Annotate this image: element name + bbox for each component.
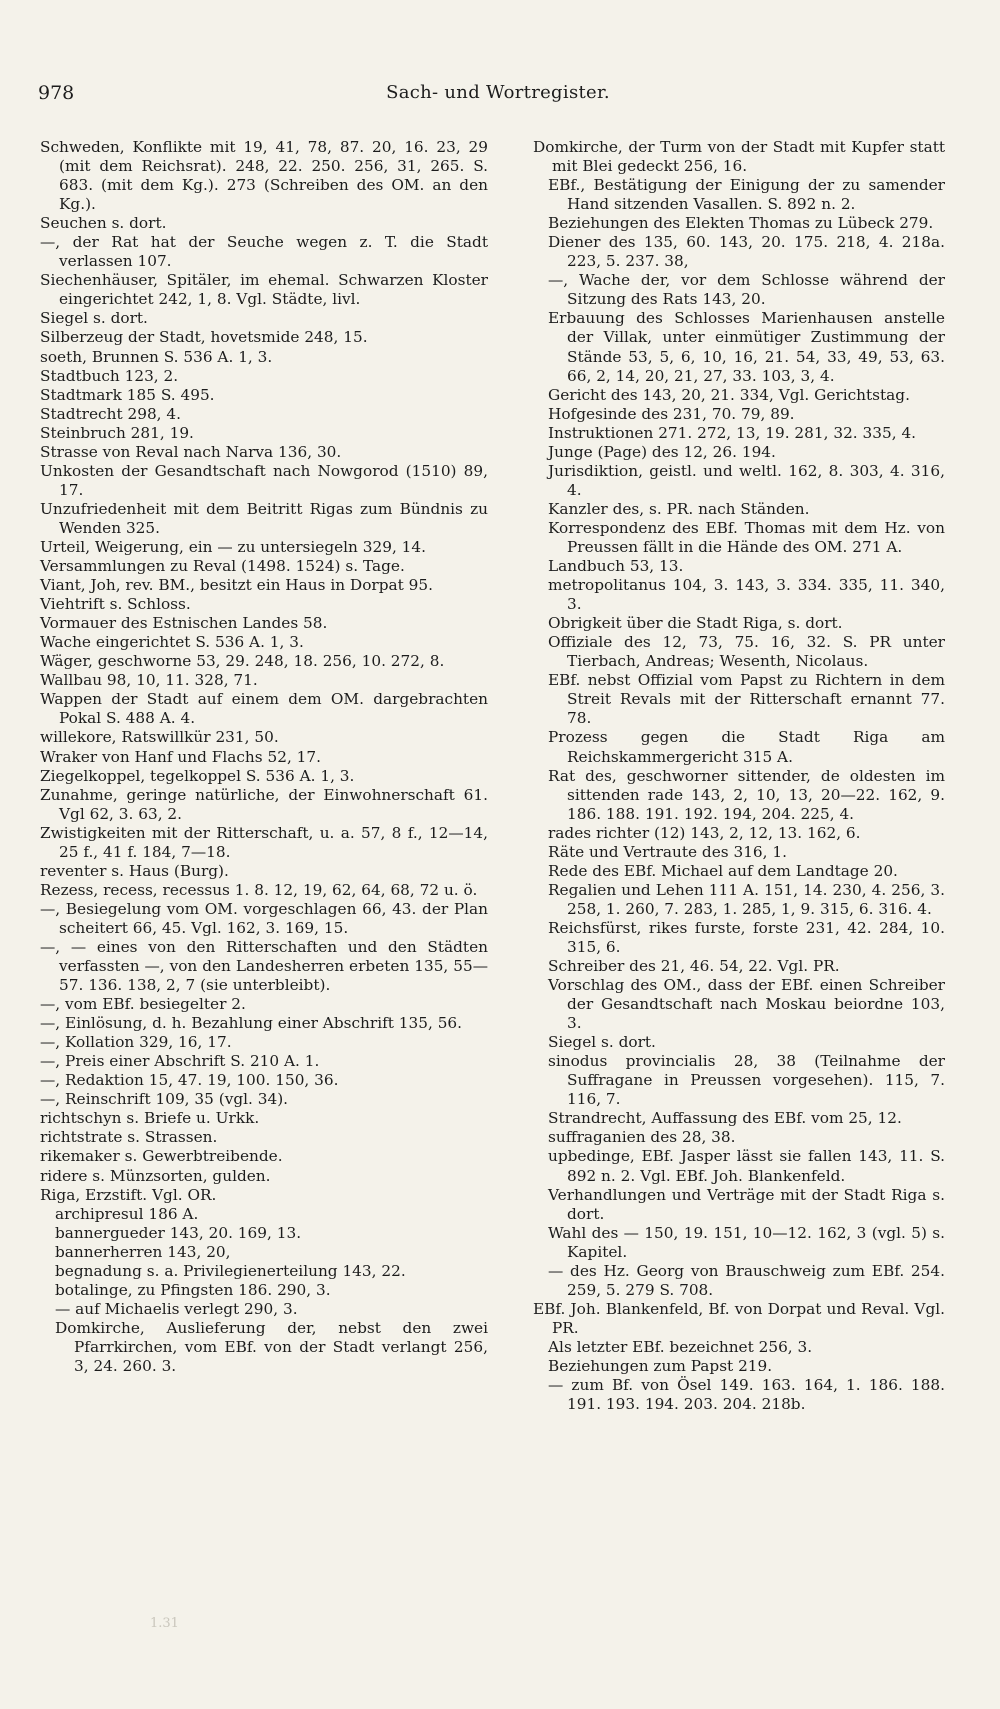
- index-entry: Siechenhäuser, Spitäler, im ehemal. Schwarzen Kloster eingerichtet 242, 1, 8. Vgl. Städte, livl.: [40, 271, 488, 309]
- index-entry: bannerherren 143, 20,: [55, 1242, 231, 1261]
- running-title: Sach- und Wortregister.: [386, 82, 610, 103]
- index-entry: Stadtmark 185 S. 495.: [40, 385, 215, 404]
- index-entry: Stadtbuch 123, 2.: [40, 366, 179, 385]
- index-entry: Zwistigkeiten mit der Ritterschaft, u. a. 57, 8 f., 12—14, 25 f., 41 f. 184, 7—18.: [40, 823, 488, 861]
- index-entry: Prozess gegen die Stadt Riga am Reichskammergericht 315 A.: [548, 728, 945, 766]
- index-entry: Vorschlag des OM., dass der EBf. einen Schreiber der Gesandtschaft nach Moskau beiordne 103, 3.: [548, 976, 945, 1033]
- index-entry: Beziehungen des Elekten Thomas zu Lübeck 279.: [548, 214, 934, 233]
- index-entry: richtschyn s. Briefe u. Urkk.: [40, 1109, 260, 1128]
- index-entry: archipresul 186 A.: [55, 1204, 199, 1223]
- index-entry: EBf. nebst Offizial vom Papst zu Richtern in dem Streit Revals mit der Ritterschaft ernannt 77. 78.: [548, 671, 945, 728]
- index-entry: begnadung s. a. Privilegienerteilung 143, 22.: [55, 1261, 406, 1280]
- index-entry: sinodus provincialis 28, 38 (Teilnahme der Suffragane in Preussen vorgesehen). 115, 7. 116, 7.: [548, 1052, 945, 1109]
- index-entry: botalinge, zu Pfingsten 186. 290, 3.: [55, 1280, 331, 1299]
- index-entry: Ziegelkoppel, tegelkoppel S. 536 A. 1, 3.: [40, 766, 355, 785]
- index-entry: Reichsfürst, rikes furste, forste 231, 42. 284, 10. 315, 6.: [548, 918, 945, 956]
- index-entry: Hofgesinde des 231, 70. 79, 89.: [548, 404, 795, 423]
- index-entry: —, Reinschrift 109, 35 (vgl. 34).: [40, 1090, 289, 1109]
- index-entry: Strandrecht, Auffassung des EBf. vom 25, 12.: [548, 1109, 902, 1128]
- index-entry: Domkirche, der Turm von der Stadt mit Kupfer statt mit Blei gedeckt 256, 16.: [533, 138, 945, 176]
- index-entry: Riga, Erzstift. Vgl. OR.: [40, 1185, 217, 1204]
- index-entry: Unzufriedenheit mit dem Beitritt Rigas zum Bündnis zu Wenden 325.: [40, 499, 488, 537]
- index-entry: Offiziale des 12, 73, 75. 16, 32. S. PR unter Tierbach, Andreas; Wesenth, Nicolaus.: [548, 633, 945, 671]
- index-entry: Siegel s. dort.: [40, 309, 148, 328]
- index-entry: —, Kollation 329, 16, 17.: [40, 1033, 232, 1052]
- index-entry: Seuchen s. dort.: [40, 214, 167, 233]
- index-entry: Instruktionen 271. 272, 13, 19. 281, 32. 335, 4.: [548, 423, 917, 442]
- index-entry: Viant, Joh, rev. BM., besitzt ein Haus in Dorpat 95.: [40, 576, 433, 595]
- right-index-column: [533, 138, 945, 1414]
- index-entry: Beziehungen zum Papst 219.: [548, 1357, 773, 1375]
- index-entry: rikemaker s. Gewerbtreibende.: [40, 1147, 283, 1166]
- index-entry: Als letzter EBf. bezeichnet 256, 3.: [548, 1337, 813, 1356]
- index-entry: —, — eines von den Ritterschaften und den Städten verfassten —, von den Landesherren erbeten 135, 55—57. 136. 138, 2, 7 (sie unterbleibt).: [40, 937, 488, 995]
- index-entry: —, Preis einer Abschrift S. 210 A. 1.: [40, 1052, 320, 1071]
- index-entry: richtstrate s. Strassen.: [40, 1128, 218, 1147]
- index-entry: Steinbruch 281, 19.: [40, 423, 194, 442]
- index-entry: Rat des, geschworner sittender, de oldesten im sittenden rade 143, 2, 10, 13, 20—22. 162, 9. 186. 188. 191. 192. 194, 204. 225, 4.: [548, 766, 945, 823]
- index-entry: Wahl des — 150, 19. 151, 10—12. 162, 3 (vgl. 5) s. Kapitel.: [548, 1223, 945, 1261]
- index-entry: Erbauung des Schlosses Marienhausen anstelle der Villak, unter einmütiger Zustimmung der Stände 53, 5, 6, 10, 16, 21. 54, 33, 49, 53, 63. 66, 2, 14, 20, 21, 27, 33. 103, 3, 4.: [548, 309, 945, 385]
- index-entry: willekore, Ratswillkür 231, 50.: [40, 728, 279, 747]
- page-number: 978: [38, 82, 75, 104]
- index-entry: Schweden, Konflikte mit 19, 41, 78, 87. 20, 16. 23, 29 (mit dem Reichsrat). 248, 22. 250. 256, 31, 265. S. 683. (mit dem Kg.). 273 (Schreiben des OM. an den Kg.).: [40, 138, 488, 214]
- index-entry: Versammlungen zu Reval (1498. 1524) s. Tage.: [40, 557, 405, 576]
- index-entry: —, Redaktion 15, 47. 19, 100. 150, 36.: [40, 1071, 339, 1090]
- index-entry: Korrespondenz des EBf. Thomas mit dem Hz. von Preussen fällt in die Hände des OM. 271 A.: [548, 518, 945, 556]
- index-entry: Wappen der Stadt auf einem dem OM. dargebrachten Pokal S. 488 A. 4.: [40, 690, 488, 728]
- index-entry: EBf., Bestätigung der Einigung der zu samender Hand sitzenden Vasallen. S. 892 n. 2.: [548, 176, 945, 214]
- index-entry: Gericht des 143, 20, 21. 334, Vgl. Gerichtstag.: [548, 385, 910, 404]
- index-entry: ridere s. Münzsorten, gulden.: [40, 1166, 271, 1185]
- index-entry: — auf Michaelis verlegt 290, 3.: [55, 1299, 298, 1318]
- index-entry: — des Hz. Georg von Brauschweig zum EBf. 254. 259, 5. 279 S. 708.: [548, 1261, 945, 1299]
- index-entry: Silberzeug der Stadt, hovetsmide 248, 15.: [40, 328, 368, 347]
- index-entry: soeth, Brunnen S. 536 A. 1, 3.: [40, 347, 273, 366]
- index-entry: Strasse von Reval nach Narva 136, 30.: [40, 442, 342, 461]
- index-entry: Landbuch 53, 13.: [548, 557, 684, 576]
- index-entry: Wallbau 98, 10, 11. 328, 71.: [40, 671, 258, 690]
- left-index-column: [40, 138, 488, 1376]
- page-header: [38, 82, 958, 112]
- index-entry: —, vom EBf. besiegelter 2.: [40, 995, 246, 1014]
- index-entry: Viehtrift s. Schloss.: [40, 595, 191, 614]
- index-entry: Stadtrecht 298, 4.: [40, 404, 181, 423]
- index-entry: Junge (Page) des 12, 26. 194.: [548, 442, 776, 461]
- index-entry: Wäger, geschworne 53, 29. 248, 18. 256, 10. 272, 8.: [40, 652, 445, 671]
- index-entry: Regalien und Lehen 111 A. 151, 14. 230, 4. 256, 3. 258, 1. 260, 7. 283, 1. 285, 1, 9. 315, 6. 316. 4.: [548, 880, 945, 918]
- index-entry: Rede des EBf. Michael auf dem Landtage 20.: [548, 861, 898, 880]
- index-entry: metropolitanus 104, 3. 143, 3. 334. 335, 11. 340, 3.: [548, 576, 945, 614]
- index-entry: Zunahme, geringe natürliche, der Einwohnerschaft 61. Vgl 62, 3. 63, 2.: [40, 785, 488, 823]
- index-entry: Wache eingerichtet S. 536 A. 1, 3.: [40, 633, 304, 652]
- index-entry: Räte und Vertraute des 316, 1.: [548, 842, 787, 861]
- index-entry: —, Einlösung, d. h. Bezahlung einer Abschrift 135, 56.: [40, 1014, 463, 1033]
- index-entry: Obrigkeit über die Stadt Riga, s. dort.: [548, 614, 843, 633]
- index-entry: Siegel s. dort.: [548, 1033, 656, 1052]
- index-entry: — zum Bf. von Ösel 149. 163. 164, 1. 186. 188. 191. 193. 194. 203. 204. 218b.: [548, 1376, 945, 1414]
- index-entry: reventer s. Haus (Burg).: [40, 861, 229, 880]
- index-entry: rades richter (12) 143, 2, 12, 13. 162, 6.: [548, 823, 861, 842]
- index-entry: —, Besiegelung vom OM. vorgeschlagen 66, 43. der Plan scheitert 66, 45. Vgl. 162, 3. 169, 15.: [40, 899, 488, 937]
- index-entry: Verhandlungen und Verträge mit der Stadt Riga s. dort.: [548, 1185, 945, 1223]
- index-entry: upbedinge, EBf. Jasper lässt sie fallen 143, 11. S. 892 n. 2. Vgl. EBf. Joh. Blankenfeld.: [548, 1147, 945, 1185]
- index-entry: Urteil, Weigerung, ein — zu untersiegeln 329, 14.: [40, 537, 427, 556]
- index-entry: Diener des 135, 60. 143, 20. 175. 218, 4. 218a. 223, 5. 237. 38,: [548, 233, 945, 271]
- index-entry: Jurisdiktion, geistl. und weltl. 162, 8. 303, 4. 316, 4.: [548, 461, 945, 499]
- index-entry: Vormauer des Estnischen Landes 58.: [40, 614, 328, 633]
- index-entry: Schreiber des 21, 46. 54, 22. Vgl. PR.: [548, 957, 840, 976]
- index-entry: Unkosten der Gesandtschaft nach Nowgorod (1510) 89, 17.: [40, 461, 488, 499]
- index-entry: suffraganien des 28, 38.: [548, 1128, 736, 1147]
- faint-footer-mark: 1.31: [150, 1616, 179, 1631]
- index-entry: Wraker von Hanf und Flachs 52, 17.: [40, 747, 321, 766]
- index-entry: —, Wache der, vor dem Schlosse während der Sitzung des Rats 143, 20.: [548, 271, 945, 309]
- index-entry: EBf. Joh. Blankenfeld, Bf. von Dorpat und Reval. Vgl. PR.: [533, 1299, 945, 1337]
- index-entry: bannergueder 143, 20. 169, 13.: [55, 1223, 302, 1242]
- index-entry: Rezess, recess, recessus 1. 8. 12, 19, 62, 64, 68, 72 u. ö.: [40, 880, 478, 899]
- index-entry: Kanzler des, s. PR. nach Ständen.: [548, 499, 810, 518]
- index-entry: Domkirche, Auslieferung der, nebst den zwei Pfarrkirchen, vom EBf. von der Stadt verlangt 256, 3, 24. 260. 3.: [55, 1318, 488, 1375]
- index-entry: —, der Rat hat der Seuche wegen z. T. die Stadt verlassen 107.: [40, 233, 488, 271]
